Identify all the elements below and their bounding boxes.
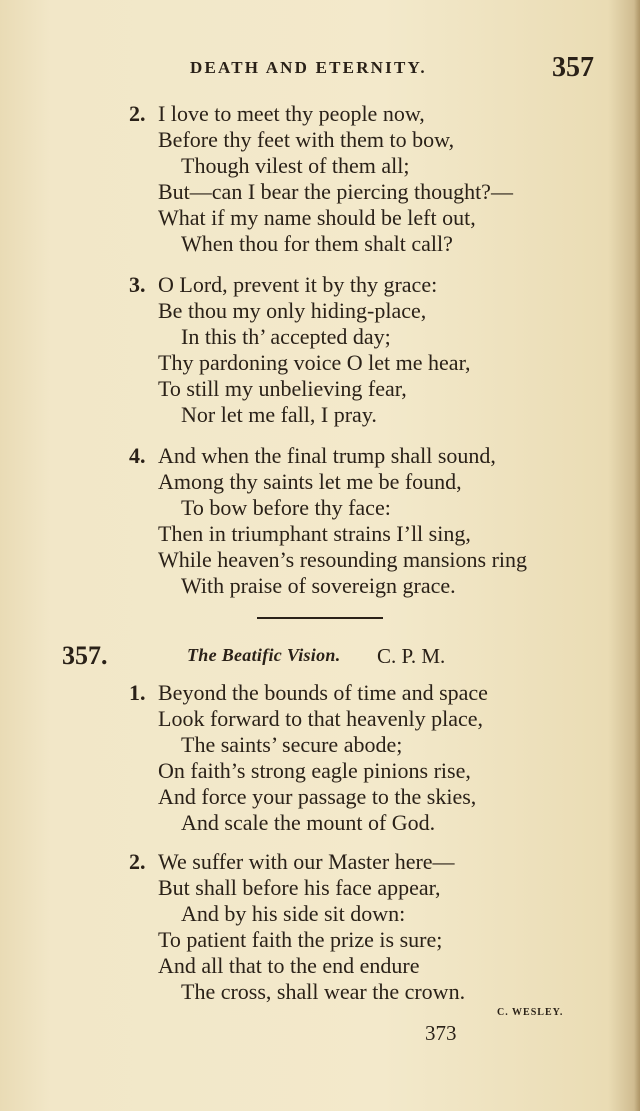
verse-line: While heaven’s resounding mansions ring — [158, 547, 528, 572]
verse-line: And scale the mount of God. — [181, 810, 436, 835]
verse-line: And force your passage to the skies, — [158, 784, 477, 809]
stanza-number: 3. — [129, 272, 146, 297]
page-number-top: 357 — [552, 52, 594, 83]
hymn-number: 357. — [62, 641, 108, 670]
verse-line: But—can I bear the piercing thought?— — [158, 179, 513, 204]
verse-line: And all that to the end endure — [158, 953, 420, 978]
stanza-number: 2. — [129, 101, 146, 126]
stanza-number: 4. — [129, 443, 146, 468]
verse-line: O Lord, prevent it by thy grace: — [158, 272, 438, 297]
verse-line: Be thou my only hiding-place, — [158, 298, 427, 323]
verse-line: To still my unbelieving fear, — [158, 376, 407, 401]
stanza-number: 1. — [129, 680, 146, 705]
verse-line: In this th’ accepted day; — [181, 324, 391, 349]
section-divider — [257, 617, 383, 619]
verse-line: To bow before thy face: — [181, 495, 391, 520]
verse-line: The cross, shall wear the crown. — [181, 979, 466, 1004]
author-attribution: C. WESLEY. — [497, 1007, 564, 1018]
verse-line: Thy pardoning voice O let me hear, — [158, 350, 471, 375]
verse-line: Before thy feet with them to bow, — [158, 127, 455, 152]
verse-line: We suffer with our Master here— — [158, 849, 455, 874]
verse-line: Among thy saints let me be found, — [158, 469, 462, 494]
verse-line: And when the final trump shall sound, — [158, 443, 496, 468]
running-title: DEATH AND ETERNITY. — [190, 58, 427, 77]
verse-line: The saints’ secure abode; — [181, 732, 403, 757]
verse-line: Look forward to that heavenly place, — [158, 706, 483, 731]
verse-line: With praise of sovereign grace. — [181, 573, 456, 598]
hymn-meter: C. P. M. — [377, 644, 446, 668]
verse-line: To patient faith the prize is sure; — [158, 927, 443, 952]
verse-line: On faith’s strong eagle pinions rise, — [158, 758, 471, 783]
verse-line: And by his side sit down: — [181, 901, 406, 926]
hymn-title: The Beatific Vision. — [187, 645, 341, 665]
verse-line: Though vilest of them all; — [181, 153, 410, 178]
verse-line: I love to meet thy people now, — [158, 101, 425, 126]
verse-line: When thou for them shalt call? — [181, 231, 453, 256]
verse-line: But shall before his face appear, — [158, 875, 441, 900]
stanza-number: 2. — [129, 849, 146, 874]
verse-line: What if my name should be left out, — [158, 205, 476, 230]
page-edge-shadow — [634, 0, 640, 1111]
verse-line: Then in triumphant strains I’ll sing, — [158, 521, 471, 546]
verse-line: Nor let me fall, I pray. — [181, 402, 377, 427]
verse-line: Beyond the bounds of time and space — [158, 680, 488, 705]
page-number-footer: 373 — [425, 1021, 457, 1045]
